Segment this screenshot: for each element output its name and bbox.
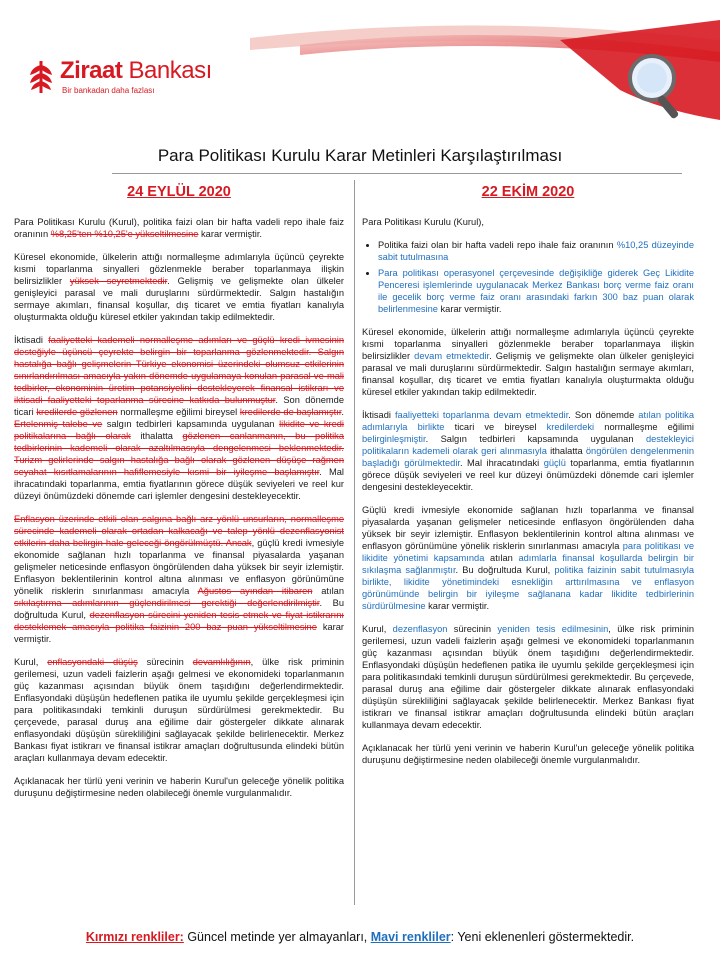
legend-red-text: Güncel metinde yer almayanları, [183,930,371,944]
title-rule [112,173,682,174]
removed-text: kredilerde gözlenen [36,407,118,417]
added-text: belirginleşmiştir [362,434,426,444]
legend-red-label: Kırmızı renkliler: [85,930,184,944]
text-segment: Para Politikası Kurulu (Kurul), [362,217,484,227]
added-text: öngörülen dengelenmenin başladığı görülmektedir [362,446,694,468]
added-text: politika faizinin sabit tutulmasıyla birlikte, likidite yönetimindeki esnekliğin arttırılmasına ve enflasyon görünümünde belirgin bir iyileşme sağlanana kadar likidite tedbirlerinin sürdürülmesine [362,565,694,611]
added-text: devam etmektedir [414,351,490,361]
text-segment: Para Politikası Kurulu (Kurul), politika faizi olan bir hafta vadeli repo ihale faiz oranının [14,217,344,239]
magnifier-icon [630,56,679,120]
right-paragraph-6 [362,742,694,766]
removed-text: yüksek seyretmektedir [69,276,168,286]
removed-text: enflasyondaki düşüş [47,657,138,667]
text-segment: . Son dönemde [568,410,639,420]
added-text: para politikası ve likidite yönetimi kapsamında [362,541,694,563]
removed-text: devamlılığının [192,657,251,667]
right-paragraph-2 [362,326,694,398]
left-paragraph-6 [14,775,344,799]
text-segment: Kurul, [362,624,393,634]
text-segment: Açıklanacak her türlü yeni verinin ve haberin Kurul'un geleceğe yönelik politika duruşunu değiştirmesine neden olabileceği önemle vurgulanmalıdır. [14,776,344,798]
page-header [0,0,720,130]
text-segment: karar vermiştir. [437,304,502,314]
left-paragraph-2 [14,251,344,323]
text-segment: . Salgın tedbirleri kapsamında uygulanan [425,434,646,444]
decision-item-1 [378,239,694,263]
right-paragraph-1 [362,216,694,228]
text-segment: . Son dönemde ticari [14,395,345,417]
added-text: destekleyici politikaların kademeli olarak geri alınmasıyla [362,434,694,456]
text-segment: ithalatta [546,446,586,456]
text-segment: Güçlü kredi ivmesiyle ekonomide sağlanan hızlı toparlanma ve finansal piyasalarda yaşanan gelişmeler neticesinde enflasyon öngörülenden daha yüksek bir seyir izlemiştir. Enflasyon beklentilerinin kontrol altına alınması ve enflasyon görünümüne yönelik risklerin sınırlanması amacıyla [362,505,694,551]
text-segment: ithalatta [130,431,183,441]
added-text: güçlü [543,458,566,468]
text-segment: normalleşme eğilimi bireysel [117,407,240,417]
column-divider [354,180,355,905]
left-paragraph-4 [14,513,344,645]
text-segment: . Bu doğrultuda Kurul, [455,565,555,575]
right-paragraph-4 [362,504,694,612]
text-segment: . Mal ihracatındaki [460,458,544,468]
added-text: kredilerdeki [546,422,595,432]
text-segment: sürecinin [447,624,498,634]
removed-text: likidite ve kredi politikalarına bağlı olarak [14,419,344,441]
text-segment: Açıklanacak her türlü yeni verinin ve haberin Kurul'un geleceğe yönelik politika duruşunu değiştirmesine neden olabileceği önemle vurgulanmalıdır. [362,743,694,765]
legend-blue-label: Mavi renkliler [370,930,451,944]
removed-text: faaliyetteki kademeli normalleşme adımları ve güçlü kredi ivmesinin desteğiyle üçüncü çeyrekte belirgin bir toparlanma gözlenmektedir. Salgın hastalığa bağlı gelişmelerin Türkiye ekonomisi üzerindeki olumsuz etkilerinin sınırlandırılması amacıyla yakın dönemde uygulamaya konulan parasal ve mali tedbirler, ekonominin üretim potansiyelini destekleyerek finansal istikrarı ve iktisadi faaliyetteki toparlanma sürecine katkıda bulunmuştur [14,335,344,405]
text-segment: . Mal ihracatındaki toparlanma, emtia fiyatlarının görece düşük seviyeleri ve reel kur düzeyi önümüzdeki dönemde cari işlemler dengesini destekleyecektir. [14,467,344,501]
text-segment: , güçlü kredi ivmesiyle ekonomide sağlanan hızlı toparlanma ve finansal piyasalarda yaşanan gelişmeler neticesinde enflasyon öngörülenden daha yüksek bir seyir izlemiştir. Enflasyon beklentilerinin kontrol altına alınması ve enflasyon görünümüne yönelik risklerin sınırlanması amacıyla [14,538,345,596]
added-text: dezenflasyon [392,624,448,634]
removed-text: gözlenen canlanmanın, bu politika tedbirlerinin kademeli olarak azaltılmasıyla dengelenmesi beklenmektedir. Turizm gelirlerinde salgın hastalığa bağlı olarak gözlenen düşüşe rağmen seyahat kısıtlamalarının hafiflemesiyle kısmi bir iyileşme başlamıştır [14,431,344,477]
text-segment: sürecinin [137,657,193,667]
text-segment: , ülke risk priminin gerilemesi, uzun vadeli faizlerin aşağı gelmesi ve ekonomideki toparlanmanın güç kazanması açısından büyük önem taşıdığını değerlendirmektedir. Enflasyondaki düşüşün hedeflenen patika ile uyumlu şekilde gerçekleşmesi için para politikasındaki temkinli duruşun sürdürülmesi gerekmektedir. Bu çerçevede, parasal duruş ana eğilime dair göstergeler dikkate alınarak enflasyondaki düşüşün sürekliliğini sağlayacak şekilde belirlenecektir. Merkez Bankası fiyat istikrarı ve finansal istikrar amaçları doğrultusunda elindeki bütün araçları kullanmaya devam edecektir. [14,657,344,763]
removed-text: Ertelenmiş talebe ve [14,419,103,429]
text-segment: ticari ve bireysel [444,422,547,432]
ziraat-logo[interactable] [28,58,212,95]
text-segment: Politika faizi olan bir hafta vadeli repo ihale faiz oranının [378,240,617,250]
text-segment: İktisadi [14,335,49,345]
decision-item-2 [378,267,694,315]
text-segment: karar vermiştir. [425,601,490,611]
text-segment: . [341,407,344,417]
added-text: faaliyetteki toparlanma devam etmektedir [394,410,569,420]
text-segment: Kurul, [14,657,48,667]
added-text: adımlarla finansal koşullarda belirgin bir sıkılaşma sağlanmıştır [362,553,695,575]
text-segment: Küresel ekonomide, ülkelerin attığı normalleşme adımlarıyla üçüncü çeyrekte kısmi toparlanma sinyalleri gözlenmekle beraber toparlanmaya ilişkin belirsizlikler [14,252,344,286]
text-segment: toparlanma, emtia fiyatlarının görece düşük seviyeleri ve reel kur düzeyi önümüzdeki dönemde cari işlemler dengesini destekleyecektir. [362,458,695,492]
text-segment: . Gelişmiş ve gelişmekte olan ülkeler genişleyici parasal ve mali duruşlarını sürdürmektedir. Salgın hastalığın sermaye akımları, finansal koşullar, dış ticaret ve emtia fiyatları kanalıyla oluşturmakta olduğu küresel etkiler yakından takip edilmektedir. [362,351,694,397]
wheat-icon [28,59,54,95]
removed-text: kredilerde de başlamıştır [239,407,342,417]
text-segment: karar vermiştir. [14,622,345,644]
text-segment: , ülke risk priminin gerilemesi, uzun vadeli faizlerin aşağı gelmesi ve ekonomideki toparlanmanın güç kazanması açısından büyük önem taşıdığını değerlendirmektedir. Enflasyondaki düşüşün hedeflenen patika ile uyumlu şekilde gerçekleşmesi için para politikasındaki temkinli duruşun sürdürülmesi gerekmektedir. Bu çerçevede, parasal duruş ana eğilime dair göstergeler dikkate alınarak enflasyondaki düşüşün sürekliliğini sağlayacak şekilde belirlenecektir. Merkez Bankası fiyat istikrarı ve finansal istikrar amaçları doğrultusunda elindeki bütün araçları kullanmaya devam edecektir. [362,624,694,730]
right-paragraph-5 [362,623,694,731]
text-segment: Küresel ekonomide, ülkelerin attığı normalleşme adımlarıyla üçüncü çeyrekte kısmi toparlanma sinyalleri gözlenmekle beraber toparlanmaya ilişkin belirsizlikler [362,327,694,361]
removed-text: Ağustos ayından itibaren [197,586,313,596]
added-text: atılan politika adımlarıyla birlikte [362,410,694,432]
text-segment: İktisadi [362,410,395,420]
brand-slogan: Bir bankadan daha fazlası [62,86,155,95]
text-segment: normalleşme eğilimi [594,422,694,432]
page-title: Para Politikası Kurulu Karar Metinleri Karşılaştırılması [157,146,563,165]
text-segment: atılan [484,553,519,563]
right-paragraph-3 [362,409,694,493]
text-segment: . Bu doğrultuda Kurul, [14,598,344,620]
left-paragraph-5 [14,656,344,764]
removed-text: %8,25'ten %10,25'e yükseltilmesine [50,229,199,239]
left-paragraph-3 [14,334,344,502]
left-column [14,186,344,810]
left-paragraph-1 [14,216,344,240]
color-legend [0,930,720,944]
removed-text: Enflasyon üzerinde etkili olan salgına bağlı arz yönlü unsurların, normalleşme sürecinde kademeli olarak ortadan kalkacağı ve talep yönlü dezenflasyonist etkilerin daha belirgin hale geleceği öngörülmüştü. Ancak [14,514,344,548]
text-segment: salgın tedbirleri kapsamında uygulanan [102,419,280,429]
legend-blue-text: : Yeni eklenenleri göstermektedir. [450,930,635,944]
text-segment: atılan [312,586,344,596]
added-text: yeniden tesis edilmesinin [497,624,609,634]
brand-name: Ziraat Bankası [60,57,212,84]
added-text: %10,25 düzeyinde sabit tutulmasına [378,240,695,262]
right-date: 22 EKİM 2020 [481,184,575,200]
removed-text: dezenflasyon sürecini yeniden tesis etmek ve fiyat istikrarını desteklemek amacıyla politika faizinin 200 baz puan yükseltilmesine [14,610,344,632]
removed-text: sıkılaştırma adımlarının güçlendirilmesi gerektiği değerlendirilmiştir [14,598,320,608]
right-column [362,186,694,777]
text-segment: karar vermiştir. [198,229,262,239]
text-segment: . Gelişmiş ve gelişmekte olan ülkeler genişleyici parasal ve mali duruşlarını sürdürmektedir. Salgın hastalığın sermaye akımları, finansal koşullar, dış ticaret ve emtia fiyatları kanalıyla oluşturmakta olduğu küresel etkiler yakından takip edilmektedir. [14,276,344,322]
added-text: Para politikası operasyonel çerçevesinde değişikliğe giderek Geç Likidite Penceresi işlemlerinde uygulanacak Merkez Bankası borç verme faiz oranı ile gecelik borç verme faiz oranı arasındaki farkın 300 baz puan olarak belirlenmesine [378,268,694,314]
decision-list [362,239,694,315]
left-date: 24 EYLÜL 2020 [127,184,231,200]
